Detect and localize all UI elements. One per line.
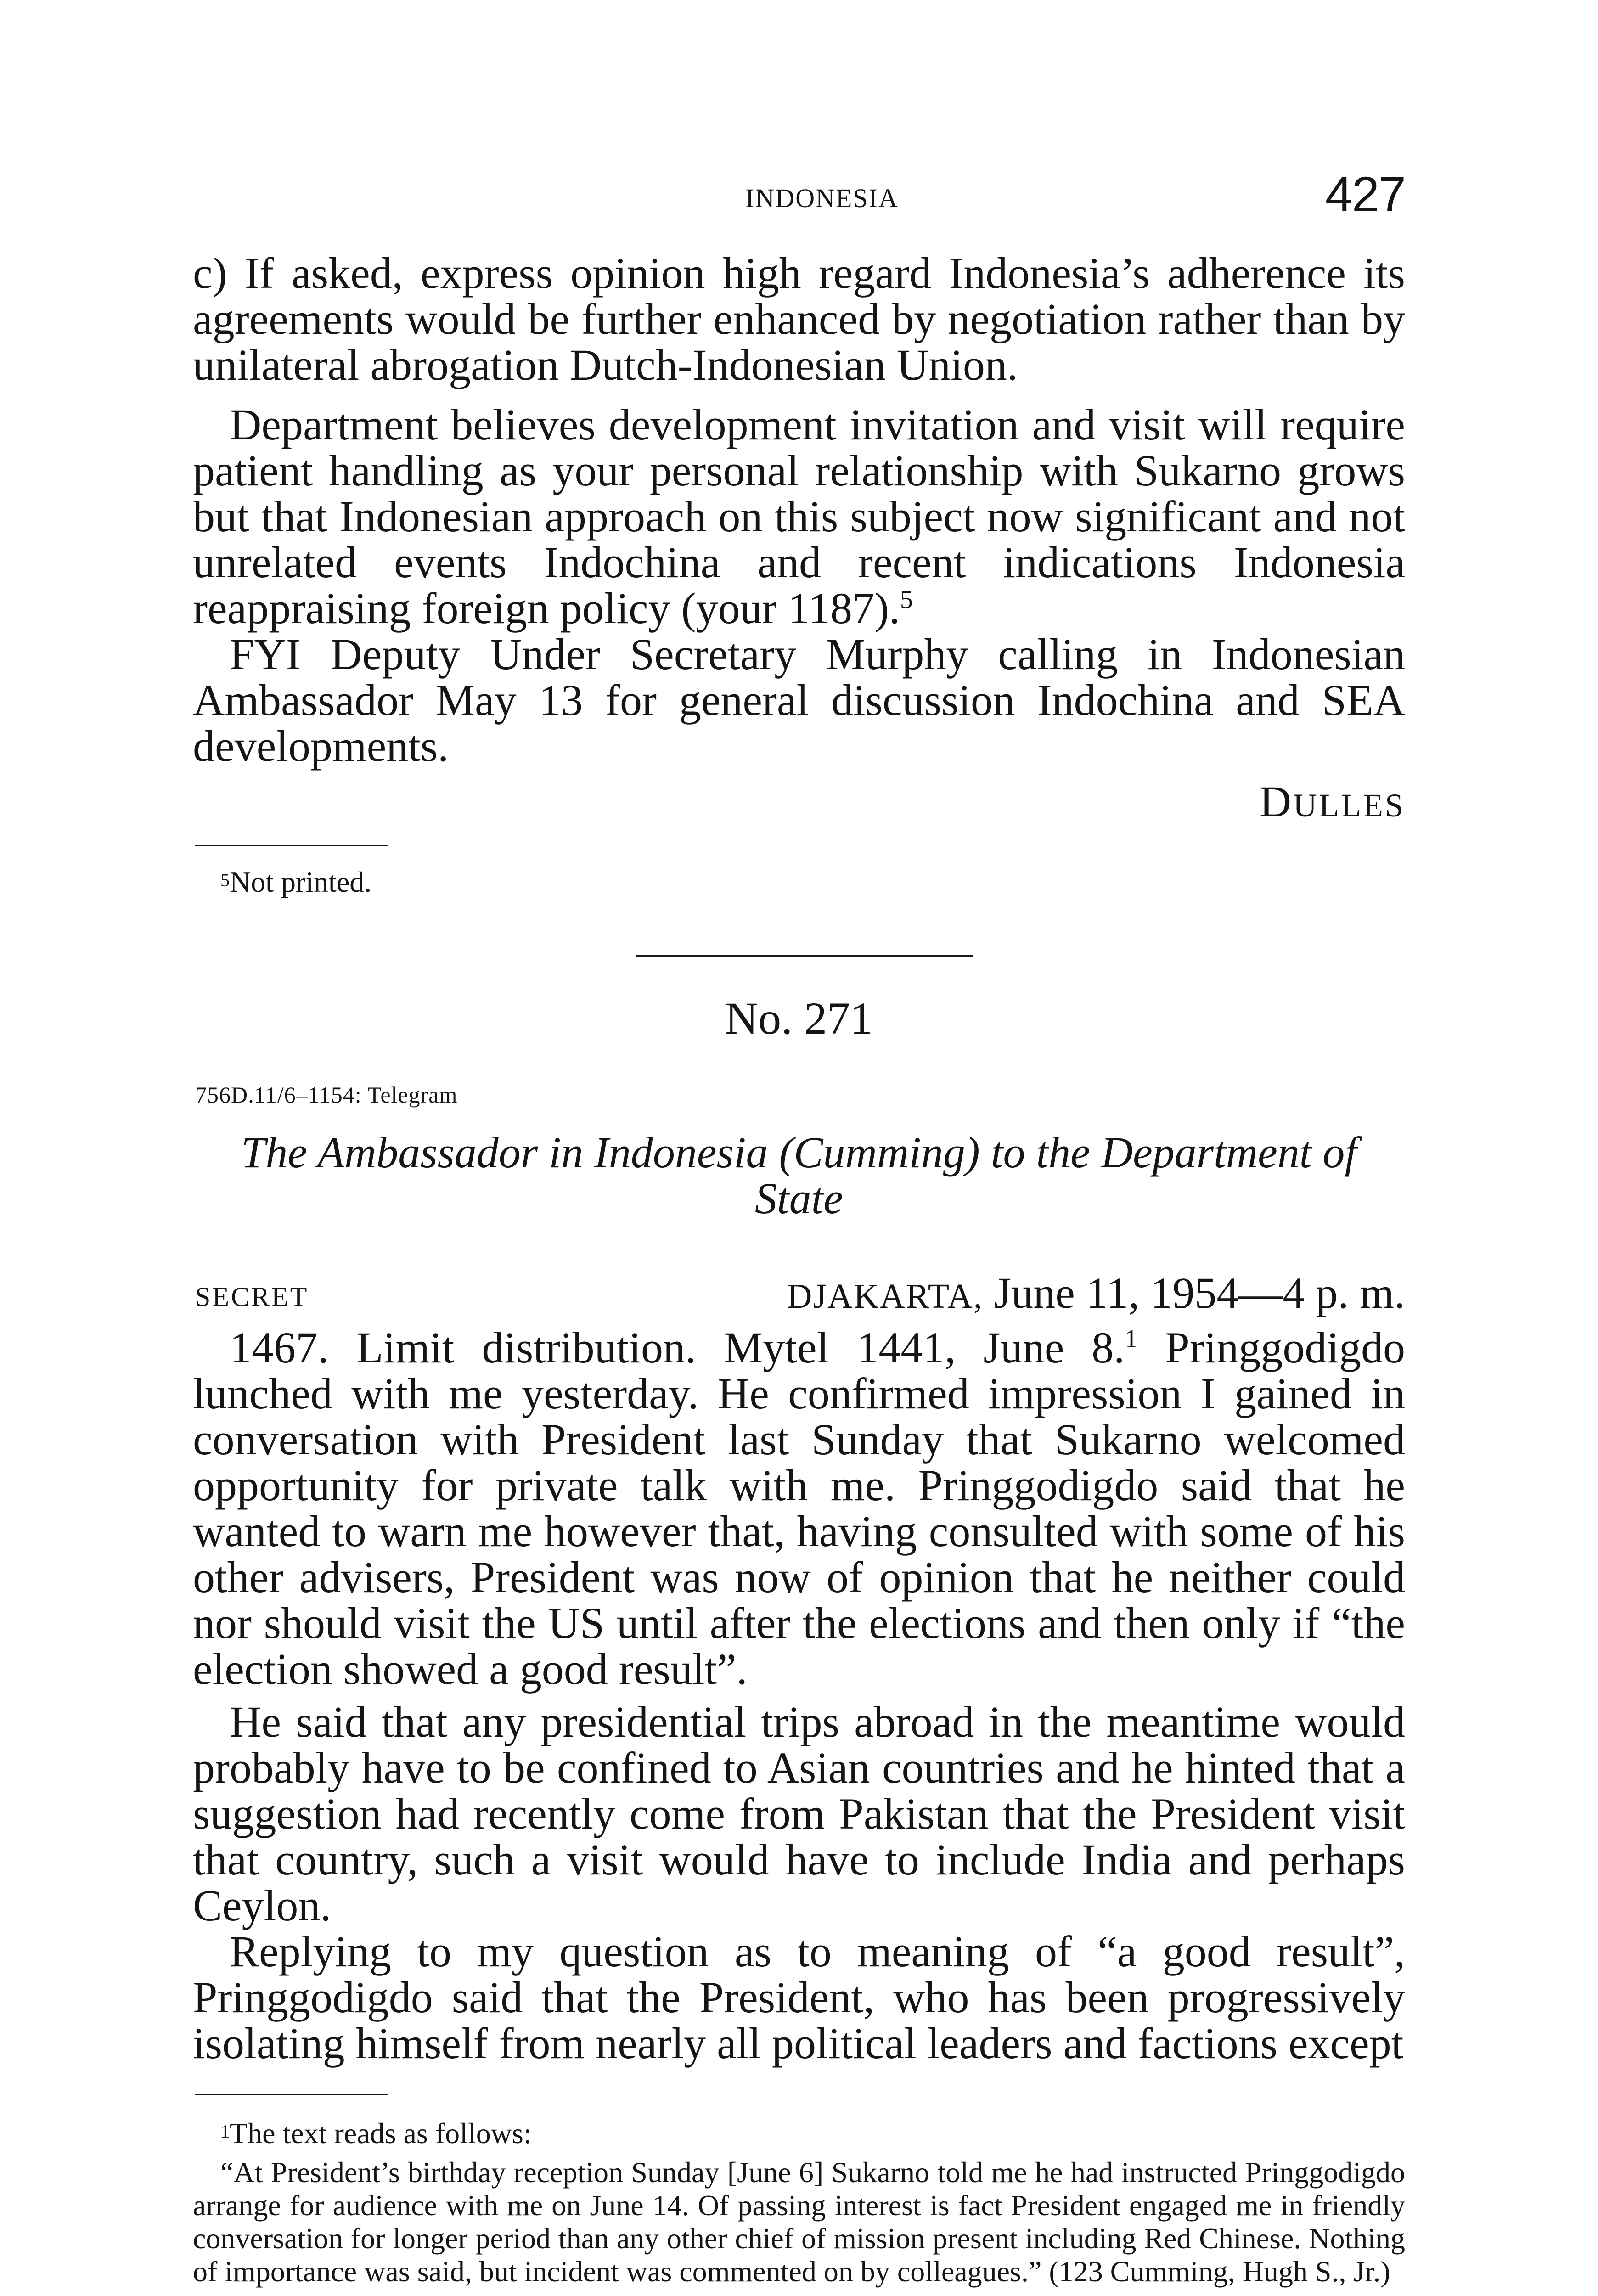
footnote-ref-1: 1 (1125, 1325, 1138, 1353)
paragraph-trips: He said that any presidential trips abroad in the meantime would probably have to be confined to Asian countries and he hinted that a suggestion had recently come from Pakistan that the President visit that country, such a visit would have to include India and perhaps Ceylon. (193, 1697, 1405, 1930)
paragraph-1467-before: 1467. Limit distribution. Mytel 1441, June 8. (230, 1323, 1125, 1372)
dateline-date: June 11, 1954—4 p. m. (994, 1268, 1405, 1317)
footnote-5-text: Not printed. (230, 866, 372, 898)
footnote-rule-top (195, 845, 388, 846)
classification-label: SECRET (195, 1282, 309, 1312)
signature-dulles (1260, 776, 1405, 827)
signature-initial: D (1259, 777, 1294, 826)
footnote-1-quote: “At President’s birthday reception Sunday [June 6] Sukarno told me he had instructed Pringgodigdo arrange for audience with me on June 14. Of passing interest is fact President engaged me in friendly conversation for longer period than any other chief of mission present including Red Chinese. Nothing of importance was said, but incident was commented on by colleagues.” (123 Cumming, Hugh S., Jr.) (193, 2156, 1405, 2288)
section-divider (636, 955, 973, 957)
footnote-5 (220, 866, 771, 899)
footnote-rule-bottom (195, 2094, 388, 2095)
source-note: 756D.11/6–1154: Telegram (195, 1082, 458, 1108)
paragraph-c: c) If asked, express opinion high regard Indonesia’s adherence its agreements would be further enhanced by negotiation rather than by unilateral abrogation Dutch-Indonesian Union. (193, 248, 1405, 389)
page-number: 427 (1325, 166, 1405, 222)
document-title: The Ambassador in Indonesia (Cumming) to the Department of State (241, 1128, 1357, 1223)
paragraph-department (193, 402, 1405, 631)
footnote-1-intro-text: The text reads as follows: (230, 2117, 532, 2150)
paragraph-fyi: FYI Deputy Under Secretary Murphy calling in Indonesian Ambassador May 13 for general discussion Indochina and SEA developments. (193, 630, 1405, 771)
paragraph-1467-after: Pringgodigdo lunched with me yesterday. He confirmed impression I gained in conversation with President last Sunday that Sukarno welcomed opportunity for private talk with me. Pringgodigdo said that he wanted to warn me however that, having consulted with some of his other advisers, President was now of opinion that he neither could nor should visit the US until after the elections and then only if “the election showed a good result”. (193, 1323, 1405, 1694)
paragraph-1467 (193, 1325, 1405, 1692)
footnote-1-mark: 1 (220, 2121, 230, 2142)
footnote-5-mark: 5 (220, 870, 230, 890)
document-number: No. 271 (725, 993, 873, 1044)
paragraph-department-text: Department believes development invitation and visit will require patient handling as your personal relationship with Sukarno grows but that Indonesian approach on this subject now significant and not unrelated events Indochina and recent indications Indonesia reappraising foreign policy (your 1187). (193, 400, 1405, 633)
footnote-ref-5: 5 (900, 585, 913, 614)
footnote-1-intro (220, 2117, 1405, 2150)
paragraph-good-result: Replying to my question as to meaning of “a good result”, Pringgodigdo said that the President, who has been progressively isolating himself from nearly all political leaders and factions except (193, 1927, 1405, 2068)
running-head: INDONESIA (745, 183, 899, 213)
dateline-place: DJAKARTA, (787, 1277, 983, 1316)
dateline (787, 1267, 1405, 1318)
signature-rest: ULLES (1293, 787, 1405, 824)
